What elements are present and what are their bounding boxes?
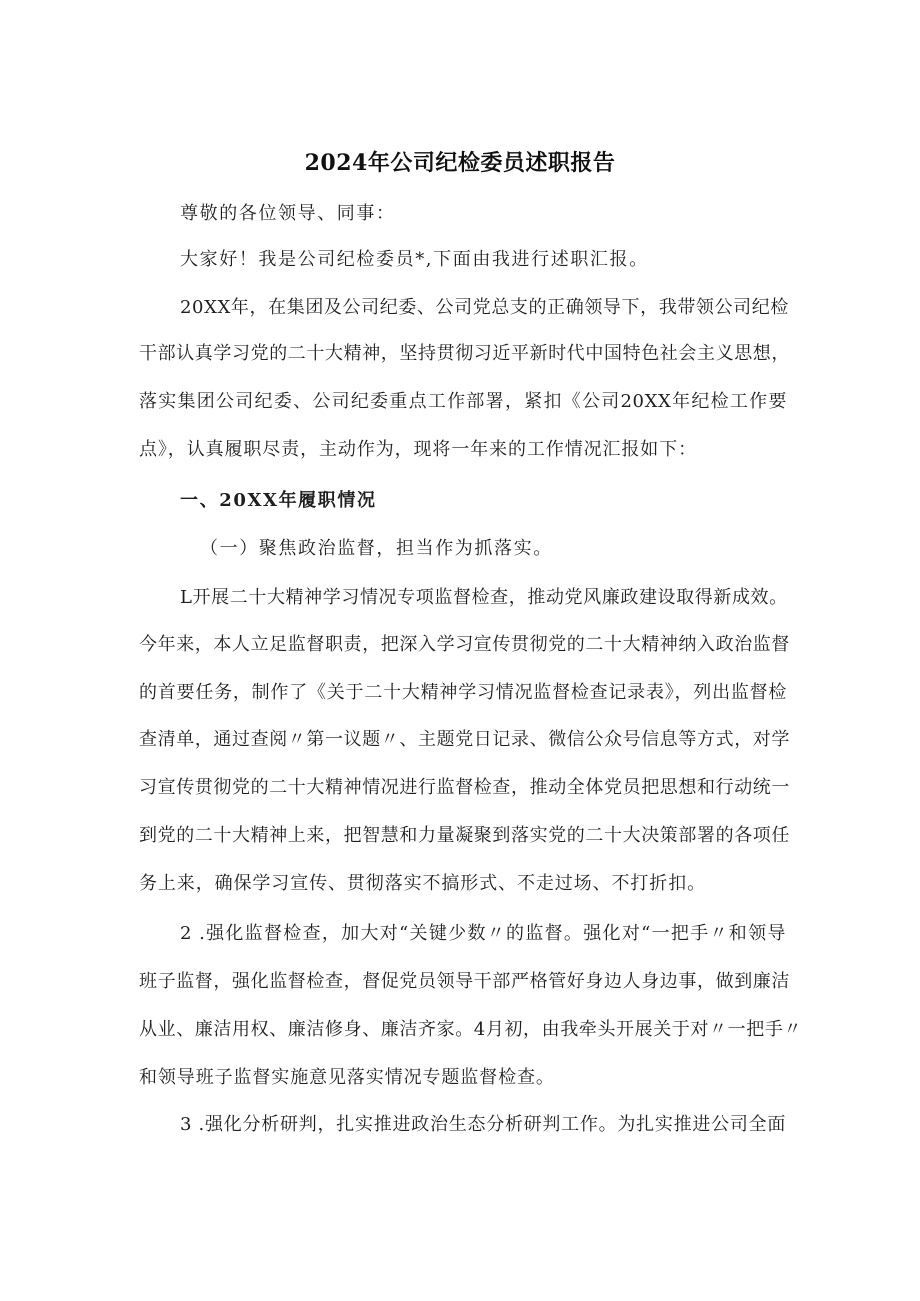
intro-line-2: 干部认真学习党的二十大精神，坚持贯彻习近平新时代中国特色社会主义思想，	[139, 343, 790, 364]
item-2-line-3: 从业、廉洁用权、廉洁修身、廉洁齐家。4月初，由我牵头开展关于对〃一把手〃	[139, 1019, 803, 1040]
intro-line-1: 20XX年，在集团及公司纪委、公司党总支的正确领导下，我带领公司纪检	[180, 297, 789, 318]
item-1-line-3: 的首要任务，制作了《关于二十大精神学习情况监督检查记录表》，列出监督检	[139, 682, 787, 703]
intro-line-4: 点》，认真履职尽责，主动作为，现将一年来的工作情况汇报如下：	[139, 439, 697, 460]
item-3-line-1: 3 .强化分析研判，扎实推进政治生态分析研判工作。为扎实推进公司全面	[180, 1114, 786, 1135]
salutation: 尊敬的各位领导、同事：	[180, 203, 396, 224]
item-1-line-6: 到党的二十大精神上来，把智慧和力量凝聚到落实党的二十大决策部署的各项任	[139, 825, 790, 846]
intro-line-3: 落实集团公司纪委、公司纪委重点工作部署，紧扣《公司20XX年纪检工作要	[139, 391, 787, 412]
item-2-line-2: 班子监督，强化监督检查，督促党员领导干部严格管好身边人身边事，做到廉洁	[139, 971, 790, 992]
greeting: 大家好！我是公司纪检委员*,下面由我进行述职汇报。	[180, 249, 649, 270]
item-2-line-4: 和领导班子监督实施意见落实情况专题监督检查。	[139, 1067, 555, 1088]
subsection-1-heading: （一）聚焦政治监督，担当作为抓落实。	[200, 538, 553, 559]
section-1-heading: 一、20XX年履职情况	[180, 490, 377, 511]
item-1-line-7: 务上来，确保学习宣传、贯彻落实不搞形式、不走过场、不打折扣。	[139, 873, 706, 894]
document-title: 2024年公司纪检委员述职报告	[304, 150, 616, 176]
item-1-line-5: 习宣传贯彻党的二十大精神情况进行监督检查，推动全体党员把思想和行动统一	[139, 777, 790, 798]
item-1-line-4: 查清单，通过查阅〃第一议题〃、主题党日记录、微信公众号信息等方式，对学	[139, 729, 790, 750]
item-1-line-1: L开展二十大精神学习情况专项监督检查，推动党风廉政建设取得新成效。	[180, 587, 788, 608]
item-2-line-1: 2 .强化监督检查，加大对“关键少数〃的监督。强化对“一把手〃和领导	[180, 923, 786, 944]
item-1-line-2: 今年来，本人立足监督职责，把深入学习宣传贯彻党的二十大精神纳入政治监督	[139, 634, 790, 655]
